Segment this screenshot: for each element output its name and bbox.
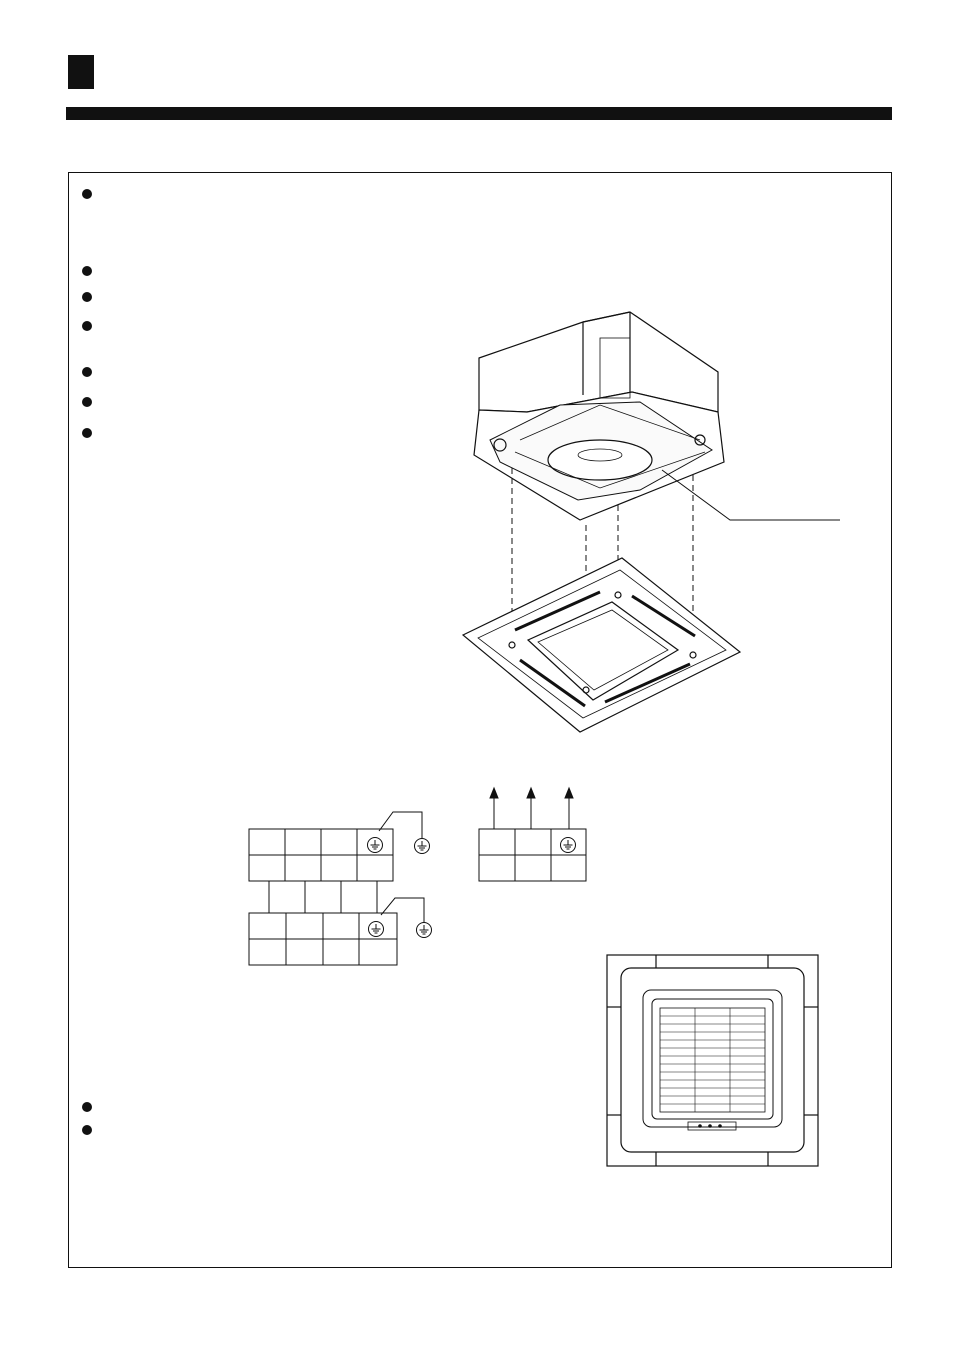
terminal-block-wiring-right xyxy=(479,788,586,881)
cassette-unit-diagram xyxy=(463,312,840,732)
cassette-panel-front-view xyxy=(607,955,818,1166)
terminal-block-wiring-left xyxy=(249,812,432,965)
